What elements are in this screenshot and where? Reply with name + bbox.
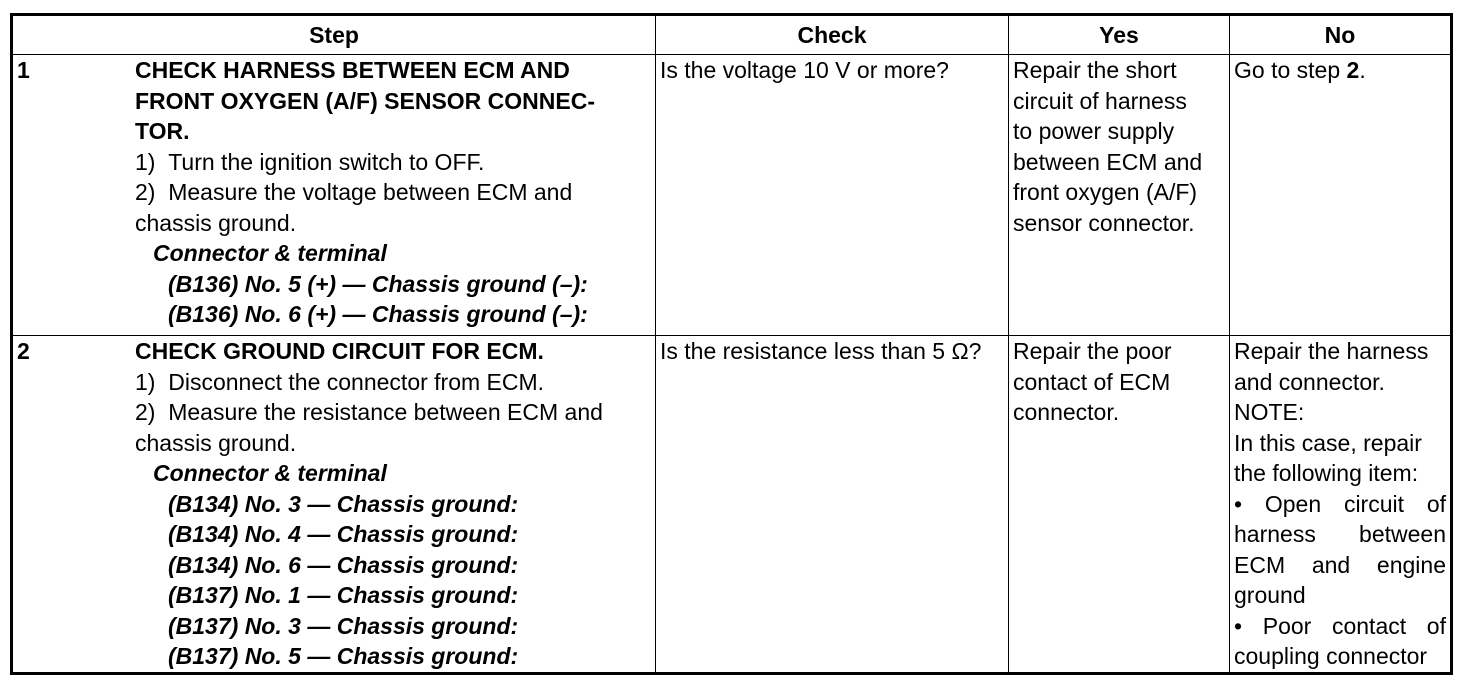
- check-cell: Is the voltage 10 V or more?: [656, 55, 1009, 336]
- no-line: Repair the harness: [1234, 338, 1429, 364]
- yes-line: Repair the poor: [1013, 338, 1172, 364]
- yes-line: circuit of harness: [1013, 87, 1187, 114]
- no-text: Go to step: [1234, 57, 1347, 83]
- connector-item: (B136) No. 6 (+) — Chassis ground (–):: [168, 301, 588, 327]
- connector-item: (B134) No. 3 — Chassis ground:: [168, 490, 519, 517]
- no-line: ground: [1234, 582, 1306, 608]
- connector-label: Connector & terminal: [153, 240, 387, 266]
- step-title-line: CHECK GROUND CIRCUIT FOR ECM.: [135, 338, 544, 364]
- check-cell: Is the resistance less than 5 Ω?: [656, 336, 1009, 674]
- connector-label: Connector & terminal: [153, 460, 387, 486]
- substep: 1) Turn the ignition switch to OFF.: [135, 148, 485, 175]
- yes-line: between ECM and: [1013, 148, 1203, 175]
- no-line: • Open circuit of: [1234, 490, 1446, 517]
- step-title-line: TOR.: [135, 118, 190, 144]
- no-cell: [1230, 55, 1452, 336]
- yes-cell: [1009, 336, 1230, 674]
- table-row-step-1: [12, 55, 1452, 336]
- table-row-step-2: [12, 336, 1452, 674]
- no-line: ECM and engine: [1234, 551, 1446, 578]
- step-body: [135, 336, 655, 672]
- no-line: and connector.: [1234, 368, 1385, 395]
- connector-item: (B136) No. 5 (+) — Chassis ground (–):: [168, 270, 588, 297]
- yes-cell: [1009, 55, 1230, 336]
- substep: 2) Measure the resistance between ECM and chassis ground.: [135, 399, 603, 456]
- note-label: NOTE:: [1234, 399, 1305, 425]
- step-cell: [12, 55, 656, 336]
- go-to-step-ref: 2: [1346, 57, 1360, 83]
- yes-line: Repair the short: [1013, 57, 1177, 83]
- no-text-suffix: .: [1359, 57, 1366, 83]
- header-row: [12, 15, 1452, 55]
- step-body: [135, 55, 655, 330]
- no-line: coupling connector: [1234, 643, 1428, 669]
- yes-line: connector.: [1013, 399, 1120, 425]
- step-number: 1: [17, 57, 30, 83]
- connector-item: (B137) No. 5 — Chassis ground:: [168, 643, 519, 669]
- step-title-line: FRONT OXYGEN (A/F) SENSOR CONNEC-: [135, 87, 596, 114]
- header-yes: Yes: [1009, 15, 1230, 55]
- connector-item: (B137) No. 1 — Chassis ground:: [168, 582, 519, 608]
- no-line: the following item:: [1234, 460, 1419, 486]
- no-line: • Poor contact of: [1234, 612, 1446, 639]
- connector-item: (B137) No. 3 — Chassis ground:: [168, 612, 519, 639]
- step-cell: [12, 336, 656, 674]
- yes-line: front oxygen (A/F): [1013, 179, 1198, 205]
- yes-line: contact of ECM: [1013, 368, 1171, 395]
- step-title-line: CHECK HARNESS BETWEEN ECM AND: [135, 57, 570, 83]
- connector-item: (B134) No. 6 — Chassis ground:: [168, 551, 519, 578]
- header-check: Check: [656, 15, 1009, 55]
- no-line: In this case, repair: [1234, 429, 1422, 456]
- diagnostic-table: [10, 13, 1453, 675]
- yes-line: sensor connector.: [1013, 209, 1195, 236]
- no-line: harness between: [1234, 521, 1446, 547]
- header-step: Step: [12, 15, 656, 55]
- step-number: 2: [17, 338, 30, 364]
- substep: 2) Measure the voltage between ECM and chassis ground.: [135, 179, 573, 236]
- substep: 1) Disconnect the connector from ECM.: [135, 368, 545, 395]
- no-cell: [1230, 336, 1452, 674]
- header-no: No: [1230, 15, 1452, 55]
- yes-line: to power supply: [1013, 118, 1175, 144]
- connector-item: (B134) No. 4 — Chassis ground:: [168, 521, 519, 547]
